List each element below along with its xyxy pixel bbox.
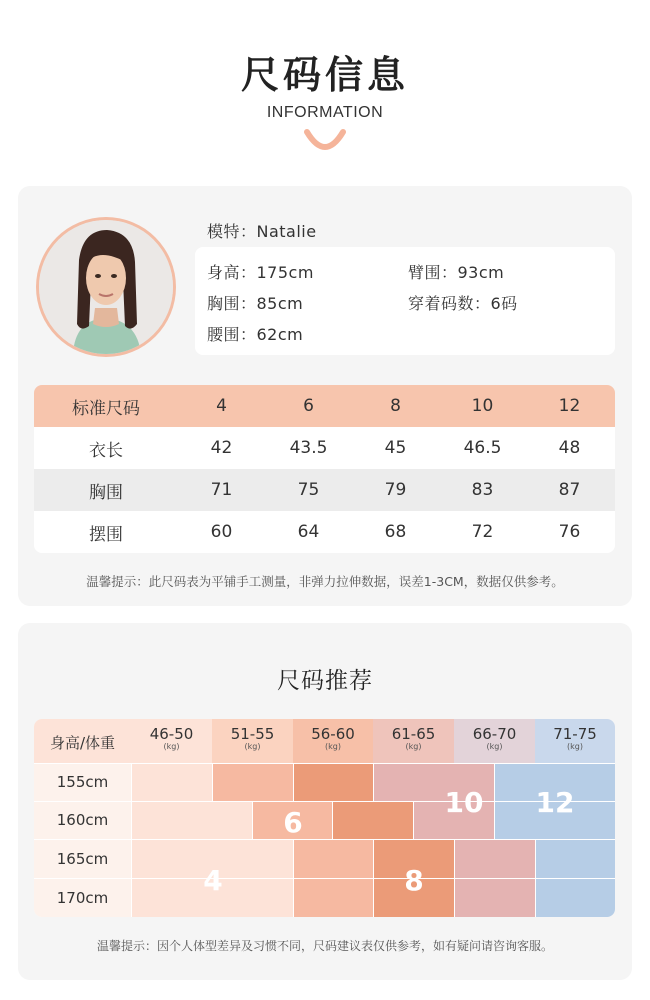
table-cell: 摆围 <box>89 524 123 545</box>
table-cell: 48 <box>558 438 581 458</box>
table-row <box>34 427 615 469</box>
size-cell-6 <box>294 879 373 917</box>
table-cell: 胸围 <box>89 482 123 503</box>
table-cell: 60 <box>210 522 233 542</box>
weight-range-value: 46-50 <box>149 725 194 743</box>
weight-unit: (kg) <box>405 742 422 751</box>
weight-range-value: 51-55 <box>230 725 275 743</box>
weight-unit: (kg) <box>244 742 261 751</box>
size-cell-8 <box>294 764 373 801</box>
size-label-4: 4 <box>203 864 223 897</box>
size-table <box>34 385 615 553</box>
weight-range-value: 61-65 <box>391 725 436 743</box>
table-cell: 71 <box>210 480 233 500</box>
model-size-worn: 穿着码数：6码 <box>408 294 518 313</box>
weight-range-value: 66-70 <box>472 725 517 743</box>
size-recommend-grid <box>34 719 615 917</box>
size-label-12: 12 <box>535 786 575 819</box>
weight-range-label <box>293 726 373 752</box>
table-cell: 79 <box>384 480 407 500</box>
weight-range-value: 71-75 <box>553 725 597 743</box>
size-cell-4 <box>132 764 212 801</box>
size-label-10: 10 <box>444 786 484 819</box>
table-cell: 42 <box>210 438 233 458</box>
height-row-label: 170cm <box>34 879 131 917</box>
size-cell-6 <box>294 840 373 878</box>
table-header-cell: 标准尺码 <box>72 398 140 419</box>
table-header-cell: 4 <box>216 396 227 416</box>
size-cell-10 <box>455 840 535 878</box>
table-cell: 43.5 <box>289 438 328 458</box>
size-cell-4 <box>132 802 252 839</box>
page-subtitle: INFORMATION <box>266 104 384 121</box>
weight-range-label <box>454 726 535 752</box>
table-cell: 75 <box>297 480 320 500</box>
model-height: 身高：175cm <box>207 263 314 282</box>
table-cell: 87 <box>558 480 581 500</box>
table-header-cell: 8 <box>390 396 401 416</box>
model-waist: 腰围：62cm <box>207 325 304 344</box>
size-cell-12 <box>536 840 615 878</box>
table-cell: 76 <box>558 522 581 542</box>
weight-range-label <box>212 726 293 752</box>
model-avatar <box>39 220 173 354</box>
model-portrait-icon <box>39 220 173 354</box>
table-cell: 46.5 <box>463 438 502 458</box>
weight-unit: (kg) <box>163 742 180 751</box>
table-header-cell: 6 <box>303 396 314 416</box>
table-cell: 72 <box>471 522 494 542</box>
weight-range-label <box>131 726 212 752</box>
model-name: 模特：Natalie <box>207 222 317 241</box>
size-table-header <box>34 385 615 427</box>
page-title: 尺码信息 <box>240 53 409 97</box>
weight-unit: (kg) <box>567 742 583 751</box>
weight-unit: (kg) <box>486 742 503 751</box>
smile-decoration-icon <box>303 128 347 156</box>
weight-range-value: 56-60 <box>311 725 355 743</box>
grid-corner-label: 身高/体重 <box>49 734 116 752</box>
table-header-cell: 12 <box>558 396 581 416</box>
size-cell-10 <box>455 879 535 917</box>
height-row-label: 155cm <box>34 764 131 801</box>
model-arm: 臂围：93cm <box>408 263 505 282</box>
recommend-note: 温馨提示：因个人体型差异及习惯不同，尺码建议表仅供参考，如有疑问请咨询客服。 <box>96 939 553 953</box>
recommend-title: 尺码推荐 <box>277 668 373 694</box>
weight-range-label <box>373 726 454 752</box>
table-header-cell: 10 <box>471 396 494 416</box>
table-cell: 68 <box>384 522 407 542</box>
weight-unit: (kg) <box>325 742 341 751</box>
weight-range-label <box>535 726 615 752</box>
table-cell: 45 <box>384 438 407 458</box>
size-cell-8 <box>333 802 413 839</box>
table-row <box>34 511 615 553</box>
table-row <box>34 469 615 511</box>
table-cell: 衣长 <box>89 440 123 461</box>
height-row-label: 160cm <box>34 802 131 839</box>
size-label-6: 6 <box>283 806 303 839</box>
height-row-label: 165cm <box>34 840 131 878</box>
size-label-8: 8 <box>404 864 424 897</box>
table-cell: 64 <box>297 522 320 542</box>
size-cell-6 <box>213 764 293 801</box>
size-table-note: 温馨提示：此尺码表为平铺手工测量，非弹力拉伸数据，误差1-3CM，数据仅供参考。 <box>86 574 564 589</box>
model-chest: 胸围：85cm <box>207 294 304 313</box>
table-cell: 83 <box>471 480 494 500</box>
size-cell-12 <box>536 879 615 917</box>
